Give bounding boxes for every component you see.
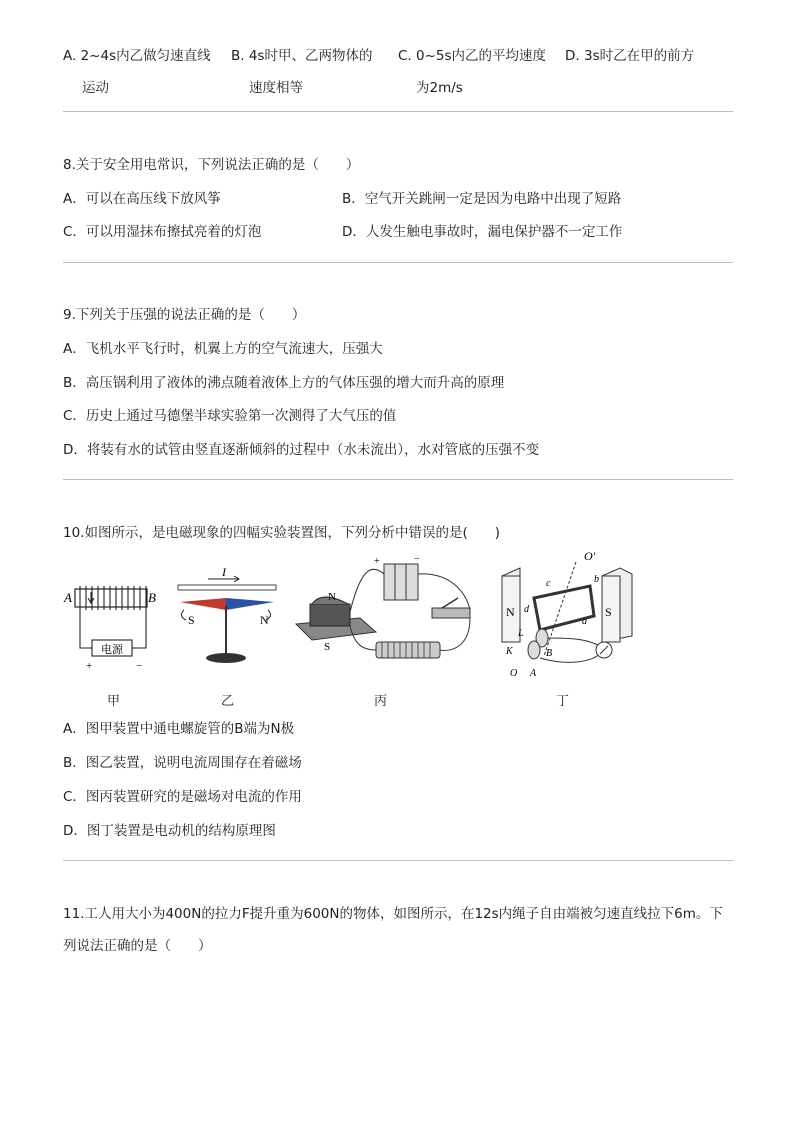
magnet-n: N (328, 591, 336, 603)
q7-option-c-line1: C. 0~5s内乙的平均速度 (398, 48, 547, 64)
divider (63, 111, 733, 112)
q8-stem: 8.关于安全用电常识，下列说法正确的是（ ） (63, 157, 360, 173)
pole-s: S (188, 613, 195, 627)
figure-ding-generator (498, 546, 638, 681)
divider (63, 262, 733, 263)
q9-option-b: B．高压锅利用了液体的沸点随着液体上方的气体压强的增大而升高的原理 (63, 375, 505, 391)
label-d: d (524, 604, 529, 615)
generator-s: S (605, 605, 612, 619)
label-b-brush: B (546, 648, 553, 659)
q7-option-a-line2: 运动 (82, 80, 109, 96)
label-k: K (506, 646, 513, 657)
label-o-prime: O′ (584, 549, 596, 563)
divider (63, 860, 733, 861)
q10-option-d: D．图丁装置是电动机的结构原理图 (63, 823, 276, 839)
q7-option-b-line1: B. 4s时甲、乙两物体的 (231, 48, 373, 64)
minus-sign: − (136, 660, 143, 672)
label-c: c (546, 578, 551, 589)
label-a-loop: a (582, 616, 587, 627)
figure-yi-oersted (170, 558, 285, 670)
q10-option-c: C．图丙装置研究的是磁场对电流的作用 (63, 789, 302, 805)
q11-stem-line1: 11.工人用大小为400N的拉力F提升重为600N的物体，如图所示，在12s内绳子自由端被匀速直线拉下6m。下 (63, 906, 723, 922)
q9-option-a: A．飞机水平飞行时，机翼上方的空气流速大，压强大 (63, 341, 383, 357)
label-a: A (64, 590, 72, 605)
q8-option-d: D．人发生触电事故时，漏电保护器不一定工作 (342, 224, 623, 240)
q10-stem: 10.如图所示，是电磁现象的四幅实验装置图，下列分析中错误的是( ) (63, 525, 501, 541)
battery-plus: + (374, 556, 380, 567)
figure-bing-apparatus (290, 552, 480, 677)
caption-ding: 丁 (556, 694, 570, 709)
q7-option-b-line2: 速度相等 (249, 80, 303, 96)
q9-stem: 9.下列关于压强的说法正确的是（ ） (63, 307, 306, 323)
q10-option-b: B．图乙装置，说明电流周围存在着磁场 (63, 755, 302, 771)
divider (63, 479, 733, 480)
q7-option-c-line2: 为2m/s (416, 80, 463, 96)
label-b: B (148, 590, 156, 605)
q9-option-d: D．将装有水的试管由竖直逐渐倾斜的过程中（水未流出），水对管底的压强不变 (63, 442, 540, 458)
generator-n: N (506, 605, 515, 619)
q7-option-d-line1: D. 3s时乙在甲的前方 (565, 48, 695, 64)
label-o: O (510, 668, 518, 679)
battery-minus: − (414, 554, 420, 565)
label-b-loop: b (594, 574, 599, 585)
figure-jia-solenoid (62, 556, 162, 676)
label-a-brush: A (530, 668, 537, 679)
pole-n: N (260, 613, 269, 627)
caption-yi: 乙 (221, 694, 235, 709)
q8-option-b: B．空气开关跳闸一定是因为电路中出现了短路 (342, 191, 622, 207)
plus-sign: + (86, 660, 93, 672)
q11-stem-line2: 列说法正确的是（ ） (63, 938, 212, 954)
q9-option-c: C．历史上通过马德堡半球实验第一次测得了大气压的值 (63, 408, 397, 424)
current-label: I (222, 565, 226, 579)
q10-option-a: A．图甲装置中通电螺旋管的B端为N极 (63, 721, 295, 737)
magnet-s: S (324, 641, 331, 653)
caption-bing: 丙 (374, 694, 388, 709)
q8-option-c: C．可以用湿抹布擦拭亮着的灯泡 (63, 224, 262, 240)
q7-option-a-line1: A. 2~4s内乙做匀速直线 (63, 48, 211, 64)
q8-option-a: A．可以在高压线下放风筝 (63, 191, 221, 207)
label-l: L (518, 628, 524, 639)
power-source-label: 电源 (101, 644, 123, 656)
caption-jia: 甲 (107, 694, 121, 709)
